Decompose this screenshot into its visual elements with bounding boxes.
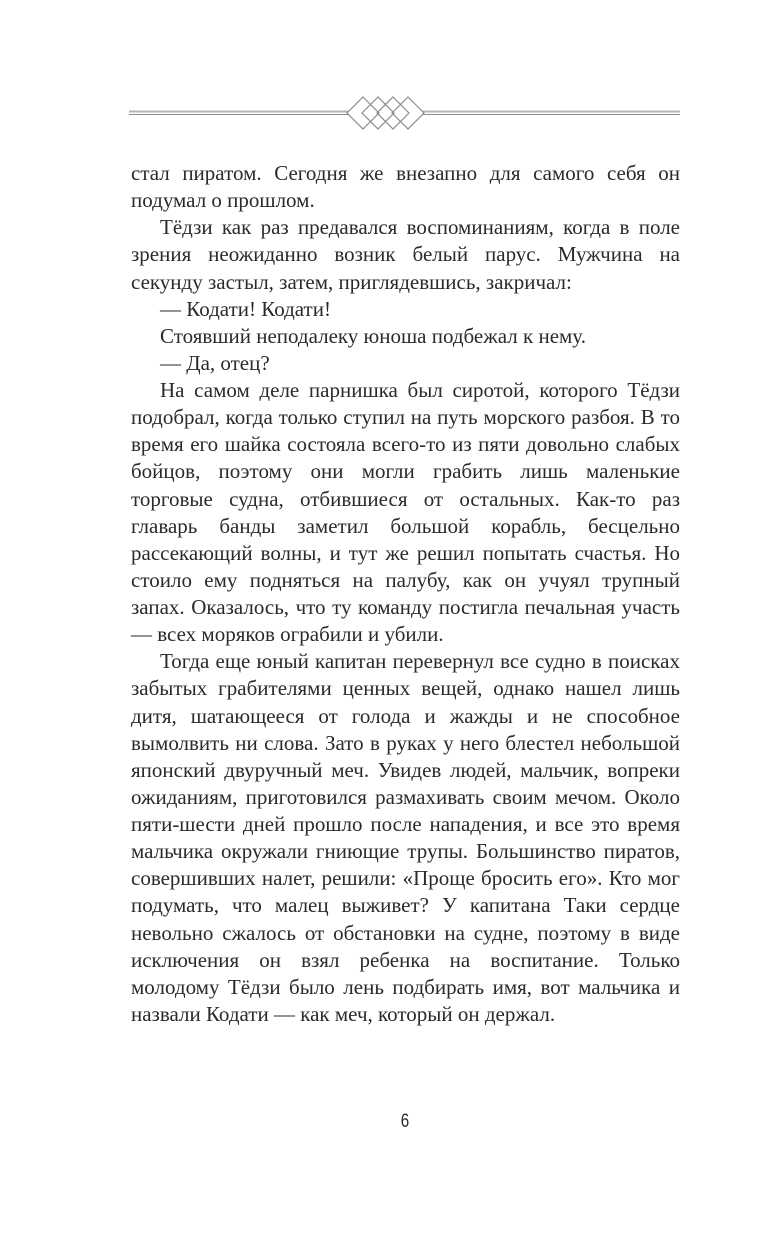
- paragraph: Стоявший неподалеку юноша подбежал к нему.: [160, 323, 586, 348]
- paragraph: На самом деле парнишка был сиротой, которого Тёдзи подобрал, когда только ступил на путь морского разбоя. В то время его шайка состояла всего-то из пяти довольно слабых бойцов, поэтому они могли грабить лишь маленькие торговые судна, отбившиеся от остальных. Как-то раз главарь банды заметил большой корабль, бесцельно рассекающий волны, и тут же решил попытать счастья. Но стоило ему подняться на палубу, как он учуял трупный запах. Оказалось, что ту команду постигла печальная участь — всех моряков ограбили и убили.: [131, 378, 680, 647]
- double-rule-right: [422, 112, 680, 115]
- double-rule-left: [129, 112, 348, 115]
- dialogue-line: — Кодати! Кодати!: [160, 296, 331, 321]
- dialogue-line: — Да, отец?: [160, 350, 270, 375]
- paragraph: Тёдзи как раз предавался воспоминаниям, когда в поле зрения неожиданно возник белый парус. Мужчина на секунду застыл, затем, приглядевшись, закричал:: [131, 215, 680, 294]
- paragraph: стал пиратом. Сегодня же внезапно для самого себя он подумал о прошлом.: [131, 161, 680, 213]
- paragraph: Тогда еще юный капитан перевернул все судно в поисках забытых грабителями ценных вещей, однако нашел лишь дитя, шатающееся от голода и жажды и не способное вымолвить ни слова. Зато в руках у него блестел небольшой японский двуручный меч. Увидев людей, мальчик, вопреки ожиданиям, приготовился размахивать своим мечом. Около пяти-шести дней прошло после нападения, и все это время мальчика окружали гниющие трупы. Большинство пиратов, совершивших налет, решили: «Проще бросить его». Кто мог подумать, что малец выживет? У капитана Таки сердце невольно сжалось от обстановки на судне, поэтому в виде исключения он взял ребенка на воспитание. Только молодому Тёдзи было лень подбирать имя, вот мальчика и назвали Кодати — как меч, который он держал.: [131, 649, 680, 1026]
- diamond-lattice-icon: [347, 97, 424, 129]
- body-text: [131, 160, 680, 1028]
- page-number: 6: [400, 1111, 410, 1132]
- header-ornament-divider: [129, 96, 680, 132]
